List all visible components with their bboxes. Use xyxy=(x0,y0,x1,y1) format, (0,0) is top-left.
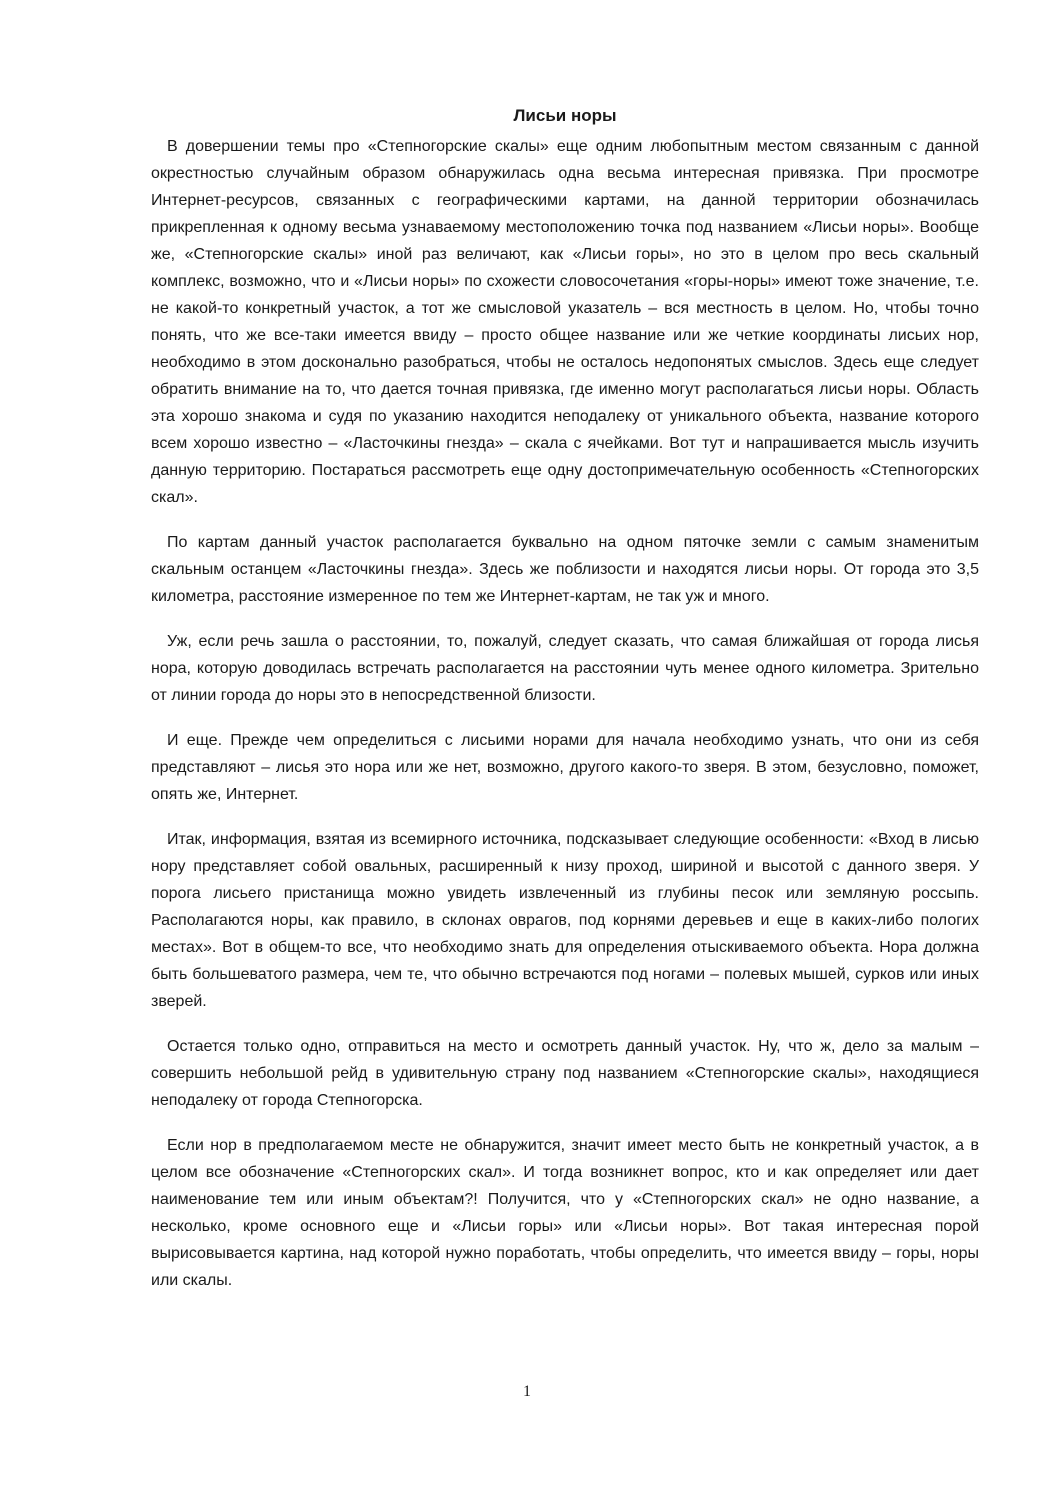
page-number: 1 xyxy=(523,1383,531,1400)
paragraph-2: По картам данный участок располагается буквально на одном пяточке земли с самым знаменитым скальным останцем «Ласточкины гнезда». Здесь же поблизости и находятся лисьи норы. От города это 3,5 километра, расстояние измеренное по тем же Интернет-картам, не так уж и много. xyxy=(151,534,979,605)
document-body xyxy=(151,102,979,1312)
paragraph-3: Уж, если речь зашла о расстоянии, то, пожалуй, следует сказать, что самая ближайшая от города лисья нора, которую доводилась встречать располагается на расстоянии чуть менее одного километра. Зрительно от линии города до норы это в непосредственной близости. xyxy=(151,633,979,704)
paragraph-7: Если нор в предполагаемом месте не обнаружится, значит имеет место быть не конкретный участок, а в целом все обозначение «Степногорских скал». И тогда возникнет вопрос, кто и как определяет или дает наименование тем или иным объектам?! Получится, что у «Степногорских скал» не одно название, а несколько, кроме основного еще и «Лисьи горы» или «Лисьи норы». Вот такая интересная порой вырисовывается картина, над которой нужно поработать, чтобы определить, что имеется ввиду – горы, норы или скалы. xyxy=(151,1137,979,1289)
paragraph-5: Итак, информация, взятая из всемирного источника, подсказывает следующие особенности: «Вход в лисью нору представляет собой овальных, расширенный к низу проход, шириной и высотой с данного зверя. У порога лисьего пристанища можно увидеть извлеченный из глубины песок или земляную россыпь. Располагаются норы, как правило, в склонах оврагов, под корнями деревьев и еще в каких-либо пологих местах». Вот в общем-то все, что необходимо знать для определения отыскиваемого объекта. Нора должна быть большеватого размера, чем те, что обычно встречаются под ногами – полевых мышей, сурков или иных зверей. xyxy=(151,831,979,1010)
paragraph-4: И еще. Прежде чем определиться с лисьими норами для начала необходимо узнать, что они из себя представляют – лисья это нора или же нет, возможно, другого какого-то зверя. В этом, безусловно, поможет, опять же, Интернет. xyxy=(151,732,979,803)
paragraph-6: Остается только одно, отправиться на место и осмотреть данный участок. Ну, что ж, дело за малым – совершить небольшой рейд в удивительную страну под названием «Степногорские скалы», находящиеся неподалеку от города Степногорска. xyxy=(151,1038,979,1109)
paragraph-1: В довершении темы про «Степногорские скалы» еще одним любопытным местом связанным с данной окрестностью случайным образом обнаружилась одна весьма интересная привязка. При просмотре Интернет-ресурсов, связанных с географическими картами, на данной территории обозначилась прикрепленная к одному весьма узнаваемому местоположению точка под названием «Лисьи норы». Вообще же, «Степногорские скалы» иной раз величают, как «Лисьи горы», но это в целом про весь скальный комплекс, возможно, что и «Лисьи норы» по схожести словосочетания «горы-норы» имеют тоже значение, т.е. не какой-то конкретный участок, а тот же смысловой указатель – вся местность в целом. Но, чтобы точно понять, что же все-таки имеется ввиду – просто общее название или же четкие координаты лисьих нор, необходимо в этом досконально разобраться, чтобы не осталось недопонятых смыслов. Здесь еще следует обратить внимание на то, что дается точная привязка, где именно могут располагаться лисьи норы. Область эта хорошо знакома и судя по указанию находится неподалеку от уникального объекта, название которого всем хорошо известно – «Ласточкины гнезда» – скала с ячейками. Вот тут и напрашивается мысль изучить данную территорию. Постараться рассмотреть еще одну достопримечательную особенность «Степногорских скал». xyxy=(151,138,979,506)
document-title: Лисьи норы xyxy=(513,106,617,125)
